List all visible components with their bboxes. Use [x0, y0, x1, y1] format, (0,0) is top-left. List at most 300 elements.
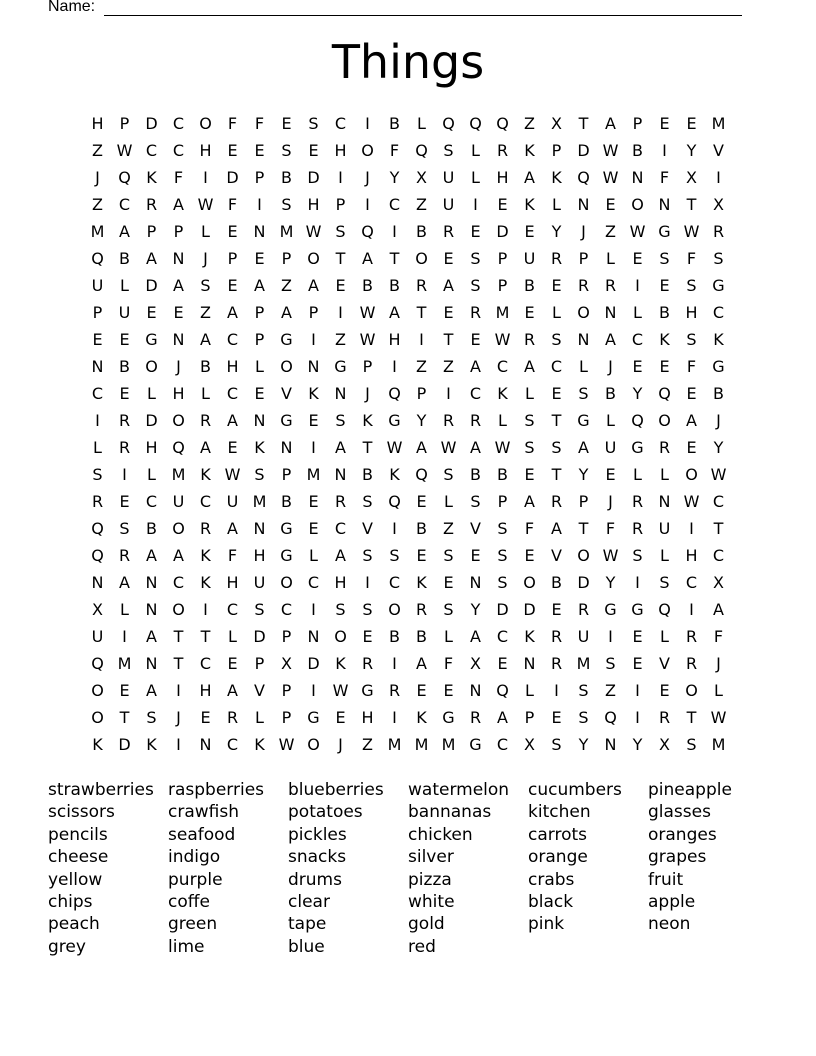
- grid-letter[interactable]: W: [710, 465, 727, 484]
- grid-letter[interactable]: Q: [631, 411, 644, 430]
- grid-letter[interactable]: I: [392, 222, 397, 241]
- grid-letter[interactable]: I: [203, 168, 208, 187]
- grid-letter[interactable]: N: [469, 681, 482, 700]
- grid-letter[interactable]: R: [469, 303, 482, 322]
- grid-letter[interactable]: P: [281, 465, 292, 484]
- grid-letter[interactable]: H: [199, 681, 212, 700]
- grid-letter[interactable]: S: [578, 681, 589, 700]
- grid-letter[interactable]: A: [146, 681, 157, 700]
- grid-letter[interactable]: C: [226, 384, 239, 403]
- grid-letter[interactable]: O: [199, 114, 212, 133]
- grid-letter[interactable]: J: [608, 357, 613, 376]
- grid-letter[interactable]: W: [710, 708, 727, 727]
- grid-letter[interactable]: K: [389, 465, 400, 484]
- grid-letter[interactable]: A: [227, 411, 238, 430]
- grid-letter[interactable]: B: [119, 249, 130, 268]
- grid-letter[interactable]: C: [685, 573, 698, 592]
- grid-letter[interactable]: D: [577, 573, 590, 592]
- grid-letter[interactable]: E: [254, 141, 265, 160]
- grid-letter[interactable]: W: [332, 681, 349, 700]
- grid-letter[interactable]: A: [335, 546, 346, 565]
- grid-letter[interactable]: P: [308, 303, 319, 322]
- grid-letter[interactable]: C: [496, 357, 509, 376]
- grid-letter[interactable]: T: [335, 249, 346, 268]
- grid-letter[interactable]: A: [470, 438, 481, 457]
- grid-letter[interactable]: X: [92, 600, 103, 619]
- grid-letter[interactable]: E: [200, 708, 211, 727]
- grid-letter[interactable]: Y: [713, 438, 724, 457]
- grid-letter[interactable]: N: [172, 249, 185, 268]
- grid-letter[interactable]: G: [631, 600, 644, 619]
- grid-letter[interactable]: Q: [91, 249, 104, 268]
- grid-letter[interactable]: E: [551, 384, 562, 403]
- grid-letter[interactable]: O: [334, 627, 347, 646]
- grid-letter[interactable]: S: [335, 600, 346, 619]
- grid-letter[interactable]: U: [91, 276, 104, 295]
- grid-letter[interactable]: Z: [443, 519, 454, 538]
- grid-letter[interactable]: Z: [92, 141, 103, 160]
- grid-letter[interactable]: N: [253, 519, 266, 538]
- grid-letter[interactable]: K: [416, 573, 427, 592]
- grid-letter[interactable]: Q: [577, 168, 590, 187]
- grid-letter[interactable]: E: [443, 681, 454, 700]
- grid-letter[interactable]: I: [392, 708, 397, 727]
- grid-letter[interactable]: J: [203, 249, 208, 268]
- grid-letter[interactable]: D: [145, 114, 158, 133]
- grid-letter[interactable]: I: [635, 276, 640, 295]
- grid-letter[interactable]: R: [199, 519, 212, 538]
- grid-letter[interactable]: S: [713, 249, 724, 268]
- grid-letter[interactable]: F: [254, 114, 265, 133]
- grid-letter[interactable]: X: [551, 114, 562, 133]
- grid-letter[interactable]: S: [254, 600, 265, 619]
- grid-letter[interactable]: S: [659, 249, 670, 268]
- grid-letter[interactable]: R: [118, 438, 131, 457]
- grid-letter[interactable]: S: [443, 546, 454, 565]
- grid-letter[interactable]: G: [712, 357, 725, 376]
- grid-letter[interactable]: H: [334, 141, 347, 160]
- grid-letter[interactable]: L: [147, 465, 156, 484]
- grid-letter[interactable]: M: [711, 735, 726, 754]
- grid-letter[interactable]: T: [362, 438, 373, 457]
- grid-letter[interactable]: Z: [200, 303, 211, 322]
- grid-letter[interactable]: E: [335, 708, 346, 727]
- grid-letter[interactable]: K: [524, 195, 535, 214]
- grid-letter[interactable]: E: [524, 546, 535, 565]
- grid-letter[interactable]: A: [173, 195, 184, 214]
- grid-letter[interactable]: T: [443, 330, 454, 349]
- grid-letter[interactable]: P: [578, 249, 589, 268]
- grid-letter[interactable]: O: [91, 708, 104, 727]
- grid-letter[interactable]: R: [685, 627, 698, 646]
- grid-letter[interactable]: E: [308, 141, 319, 160]
- grid-letter[interactable]: F: [389, 141, 400, 160]
- grid-letter[interactable]: K: [254, 735, 265, 754]
- grid-letter[interactable]: C: [334, 519, 347, 538]
- grid-letter[interactable]: D: [523, 600, 536, 619]
- grid-letter[interactable]: W: [224, 465, 241, 484]
- grid-letter[interactable]: S: [686, 330, 697, 349]
- grid-letter[interactable]: K: [551, 168, 562, 187]
- grid-letter[interactable]: O: [361, 141, 374, 160]
- grid-letter[interactable]: O: [523, 573, 536, 592]
- grid-letter[interactable]: R: [685, 654, 698, 673]
- grid-letter[interactable]: Z: [524, 114, 535, 133]
- grid-letter[interactable]: S: [605, 654, 616, 673]
- grid-letter[interactable]: E: [632, 654, 643, 673]
- grid-letter[interactable]: D: [118, 735, 131, 754]
- grid-letter[interactable]: F: [713, 627, 724, 646]
- grid-letter[interactable]: I: [419, 330, 424, 349]
- grid-letter[interactable]: A: [146, 627, 157, 646]
- grid-letter[interactable]: S: [497, 519, 508, 538]
- grid-letter[interactable]: J: [365, 384, 370, 403]
- grid-letter[interactable]: I: [176, 735, 181, 754]
- grid-letter[interactable]: S: [686, 276, 697, 295]
- grid-letter[interactable]: N: [307, 357, 320, 376]
- grid-letter[interactable]: H: [145, 438, 158, 457]
- grid-letter[interactable]: C: [199, 492, 212, 511]
- grid-letter[interactable]: V: [362, 519, 373, 538]
- grid-letter[interactable]: E: [416, 492, 427, 511]
- grid-letter[interactable]: G: [280, 330, 293, 349]
- grid-letter[interactable]: W: [359, 330, 376, 349]
- grid-letter[interactable]: C: [226, 735, 239, 754]
- grid-letter[interactable]: T: [686, 708, 697, 727]
- grid-letter[interactable]: E: [632, 357, 643, 376]
- grid-letter[interactable]: I: [446, 384, 451, 403]
- grid-letter[interactable]: R: [361, 654, 374, 673]
- grid-letter[interactable]: I: [122, 465, 127, 484]
- grid-letter[interactable]: H: [685, 303, 698, 322]
- grid-letter[interactable]: E: [416, 546, 427, 565]
- grid-letter[interactable]: D: [307, 168, 320, 187]
- grid-letter[interactable]: H: [199, 141, 212, 160]
- grid-letter[interactable]: E: [659, 114, 670, 133]
- grid-letter[interactable]: W: [386, 438, 403, 457]
- grid-letter[interactable]: E: [632, 627, 643, 646]
- grid-letter[interactable]: K: [416, 708, 427, 727]
- grid-letter[interactable]: O: [307, 735, 320, 754]
- grid-letter[interactable]: N: [469, 573, 482, 592]
- grid-letter[interactable]: S: [335, 222, 346, 241]
- grid-letter[interactable]: P: [146, 222, 157, 241]
- grid-letter[interactable]: W: [440, 438, 457, 457]
- grid-letter[interactable]: O: [172, 600, 185, 619]
- grid-letter[interactable]: C: [334, 114, 347, 133]
- grid-letter[interactable]: C: [172, 573, 185, 592]
- grid-letter[interactable]: Q: [415, 465, 428, 484]
- grid-letter[interactable]: L: [525, 681, 534, 700]
- grid-letter[interactable]: A: [146, 249, 157, 268]
- grid-letter[interactable]: R: [226, 708, 239, 727]
- grid-letter[interactable]: P: [416, 384, 427, 403]
- grid-letter[interactable]: M: [306, 465, 321, 484]
- grid-letter[interactable]: I: [311, 438, 316, 457]
- grid-letter[interactable]: K: [524, 627, 535, 646]
- grid-letter[interactable]: R: [658, 438, 671, 457]
- grid-letter[interactable]: P: [119, 114, 130, 133]
- grid-letter[interactable]: L: [606, 411, 615, 430]
- grid-letter[interactable]: E: [119, 492, 130, 511]
- grid-letter[interactable]: S: [362, 492, 373, 511]
- grid-letter[interactable]: A: [497, 708, 508, 727]
- grid-letter[interactable]: N: [604, 303, 617, 322]
- grid-letter[interactable]: E: [497, 195, 508, 214]
- grid-letter[interactable]: Q: [658, 384, 671, 403]
- grid-letter[interactable]: N: [145, 654, 158, 673]
- grid-letter[interactable]: Q: [658, 600, 671, 619]
- grid-letter[interactable]: L: [309, 546, 318, 565]
- grid-letter[interactable]: F: [227, 546, 238, 565]
- grid-letter[interactable]: L: [471, 168, 480, 187]
- grid-letter[interactable]: R: [442, 222, 455, 241]
- grid-letter[interactable]: Q: [388, 384, 401, 403]
- grid-letter[interactable]: G: [469, 735, 482, 754]
- grid-letter[interactable]: P: [497, 492, 508, 511]
- grid-letter[interactable]: L: [633, 465, 642, 484]
- grid-letter[interactable]: O: [631, 195, 644, 214]
- grid-letter[interactable]: I: [122, 627, 127, 646]
- grid-letter[interactable]: S: [632, 546, 643, 565]
- grid-letter[interactable]: M: [414, 735, 429, 754]
- grid-letter[interactable]: X: [524, 735, 535, 754]
- grid-letter[interactable]: S: [497, 573, 508, 592]
- grid-letter[interactable]: T: [713, 519, 724, 538]
- grid-letter[interactable]: A: [173, 276, 184, 295]
- grid-letter[interactable]: J: [176, 357, 181, 376]
- grid-letter[interactable]: D: [577, 141, 590, 160]
- grid-letter[interactable]: Q: [604, 708, 617, 727]
- grid-letter[interactable]: L: [255, 357, 264, 376]
- grid-letter[interactable]: E: [119, 681, 130, 700]
- grid-letter[interactable]: P: [281, 627, 292, 646]
- grid-letter[interactable]: R: [712, 222, 725, 241]
- grid-letter[interactable]: S: [281, 195, 292, 214]
- grid-letter[interactable]: V: [281, 384, 292, 403]
- grid-letter[interactable]: E: [416, 681, 427, 700]
- grid-letter[interactable]: A: [308, 276, 319, 295]
- grid-letter[interactable]: I: [608, 627, 613, 646]
- grid-letter[interactable]: K: [146, 168, 157, 187]
- grid-letter[interactable]: P: [497, 276, 508, 295]
- grid-letter[interactable]: E: [362, 627, 373, 646]
- grid-letter[interactable]: A: [524, 492, 535, 511]
- grid-letter[interactable]: R: [118, 411, 131, 430]
- grid-letter[interactable]: U: [523, 249, 536, 268]
- grid-letter[interactable]: T: [389, 249, 400, 268]
- grid-letter[interactable]: S: [578, 384, 589, 403]
- grid-letter[interactable]: S: [578, 708, 589, 727]
- grid-letter[interactable]: B: [389, 276, 400, 295]
- grid-letter[interactable]: C: [172, 141, 185, 160]
- grid-letter[interactable]: E: [524, 222, 535, 241]
- grid-letter[interactable]: I: [203, 600, 208, 619]
- grid-letter[interactable]: Q: [469, 114, 482, 133]
- grid-letter[interactable]: P: [92, 303, 103, 322]
- grid-letter[interactable]: T: [119, 708, 130, 727]
- grid-letter[interactable]: C: [469, 384, 482, 403]
- grid-letter[interactable]: E: [443, 249, 454, 268]
- grid-letter[interactable]: P: [254, 168, 265, 187]
- grid-letter[interactable]: E: [227, 438, 238, 457]
- grid-letter[interactable]: A: [605, 114, 616, 133]
- grid-letter[interactable]: A: [200, 438, 211, 457]
- grid-letter[interactable]: N: [577, 330, 590, 349]
- grid-letter[interactable]: Z: [416, 357, 427, 376]
- grid-letter[interactable]: J: [608, 492, 613, 511]
- grid-letter[interactable]: O: [685, 681, 698, 700]
- grid-letter[interactable]: G: [658, 222, 671, 241]
- grid-letter[interactable]: E: [470, 546, 481, 565]
- grid-letter[interactable]: P: [281, 708, 292, 727]
- grid-letter[interactable]: F: [605, 519, 616, 538]
- grid-letter[interactable]: B: [713, 384, 724, 403]
- grid-letter[interactable]: A: [362, 249, 373, 268]
- grid-letter[interactable]: Z: [92, 195, 103, 214]
- grid-letter[interactable]: P: [254, 654, 265, 673]
- grid-letter[interactable]: T: [551, 465, 562, 484]
- grid-letter[interactable]: M: [252, 492, 267, 511]
- grid-letter[interactable]: E: [686, 438, 697, 457]
- grid-letter[interactable]: D: [496, 600, 509, 619]
- grid-letter[interactable]: G: [361, 681, 374, 700]
- grid-letter[interactable]: P: [497, 249, 508, 268]
- grid-letter[interactable]: B: [497, 465, 508, 484]
- grid-letter[interactable]: N: [658, 195, 671, 214]
- grid-letter[interactable]: L: [120, 600, 129, 619]
- grid-letter[interactable]: I: [95, 411, 100, 430]
- grid-letter[interactable]: E: [605, 195, 616, 214]
- grid-letter[interactable]: Q: [91, 654, 104, 673]
- grid-letter[interactable]: I: [392, 519, 397, 538]
- grid-letter[interactable]: Q: [118, 168, 131, 187]
- grid-letter[interactable]: V: [713, 141, 724, 160]
- grid-letter[interactable]: L: [660, 465, 669, 484]
- grid-letter[interactable]: X: [281, 654, 292, 673]
- grid-letter[interactable]: E: [659, 357, 670, 376]
- grid-letter[interactable]: K: [362, 411, 373, 430]
- grid-letter[interactable]: F: [659, 168, 670, 187]
- grid-letter[interactable]: T: [686, 195, 697, 214]
- grid-letter[interactable]: O: [685, 465, 698, 484]
- grid-letter[interactable]: I: [338, 303, 343, 322]
- grid-letter[interactable]: W: [494, 438, 511, 457]
- grid-letter[interactable]: A: [227, 303, 238, 322]
- grid-letter[interactable]: A: [524, 357, 535, 376]
- grid-letter[interactable]: C: [172, 114, 185, 133]
- grid-letter[interactable]: S: [146, 708, 157, 727]
- grid-letter[interactable]: P: [335, 195, 346, 214]
- grid-letter[interactable]: L: [660, 546, 669, 565]
- grid-letter[interactable]: E: [659, 681, 670, 700]
- grid-letter[interactable]: I: [311, 600, 316, 619]
- grid-letter[interactable]: C: [199, 654, 212, 673]
- grid-letter[interactable]: U: [442, 168, 455, 187]
- grid-letter[interactable]: C: [307, 573, 320, 592]
- grid-letter[interactable]: T: [578, 519, 589, 538]
- grid-letter[interactable]: S: [686, 735, 697, 754]
- grid-letter[interactable]: R: [550, 492, 563, 511]
- grid-letter[interactable]: W: [278, 735, 295, 754]
- grid-letter[interactable]: L: [579, 357, 588, 376]
- grid-letter[interactable]: G: [145, 330, 158, 349]
- grid-letter[interactable]: B: [632, 141, 643, 160]
- grid-letter[interactable]: K: [92, 735, 103, 754]
- grid-letter[interactable]: A: [227, 519, 238, 538]
- grid-letter[interactable]: E: [146, 303, 157, 322]
- grid-letter[interactable]: A: [443, 276, 454, 295]
- grid-letter[interactable]: T: [551, 411, 562, 430]
- grid-letter[interactable]: E: [632, 249, 643, 268]
- grid-letter[interactable]: J: [365, 168, 370, 187]
- grid-letter[interactable]: S: [389, 546, 400, 565]
- grid-letter[interactable]: M: [441, 735, 456, 754]
- grid-letter[interactable]: M: [387, 735, 402, 754]
- grid-letter[interactable]: Y: [632, 384, 643, 403]
- grid-letter[interactable]: L: [417, 114, 426, 133]
- grid-letter[interactable]: P: [578, 492, 589, 511]
- grid-letter[interactable]: O: [577, 546, 590, 565]
- grid-letter[interactable]: G: [712, 276, 725, 295]
- grid-letter[interactable]: O: [172, 519, 185, 538]
- grid-letter[interactable]: E: [470, 222, 481, 241]
- grid-letter[interactable]: N: [145, 573, 158, 592]
- grid-letter[interactable]: U: [172, 492, 185, 511]
- grid-letter[interactable]: C: [496, 735, 509, 754]
- grid-letter[interactable]: F: [686, 249, 697, 268]
- grid-letter[interactable]: O: [172, 411, 185, 430]
- grid-letter[interactable]: C: [388, 195, 401, 214]
- grid-letter[interactable]: U: [658, 519, 671, 538]
- grid-letter[interactable]: D: [226, 168, 239, 187]
- grid-letter[interactable]: V: [254, 681, 265, 700]
- grid-letter[interactable]: P: [551, 141, 562, 160]
- grid-letter[interactable]: K: [524, 141, 535, 160]
- grid-letter[interactable]: M: [495, 303, 510, 322]
- grid-letter[interactable]: B: [416, 519, 427, 538]
- grid-letter[interactable]: A: [416, 654, 427, 673]
- grid-letter[interactable]: H: [388, 330, 401, 349]
- grid-letter[interactable]: N: [253, 222, 266, 241]
- grid-letter[interactable]: I: [662, 141, 667, 160]
- grid-letter[interactable]: B: [605, 384, 616, 403]
- grid-letter[interactable]: B: [362, 465, 373, 484]
- grid-letter[interactable]: I: [635, 708, 640, 727]
- grid-letter[interactable]: H: [334, 573, 347, 592]
- grid-letter[interactable]: E: [308, 519, 319, 538]
- grid-letter[interactable]: G: [388, 411, 401, 430]
- grid-letter[interactable]: S: [200, 276, 211, 295]
- grid-letter[interactable]: B: [470, 465, 481, 484]
- grid-letter[interactable]: O: [91, 681, 104, 700]
- grid-letter[interactable]: H: [226, 357, 239, 376]
- grid-letter[interactable]: M: [171, 465, 186, 484]
- grid-letter[interactable]: B: [551, 573, 562, 592]
- grid-letter[interactable]: L: [147, 384, 156, 403]
- grid-letter[interactable]: D: [145, 411, 158, 430]
- grid-letter[interactable]: S: [362, 546, 373, 565]
- grid-letter[interactable]: S: [254, 465, 265, 484]
- grid-letter[interactable]: O: [577, 303, 590, 322]
- grid-letter[interactable]: Q: [442, 114, 455, 133]
- grid-letter[interactable]: A: [578, 438, 589, 457]
- grid-letter[interactable]: R: [415, 276, 428, 295]
- grid-letter[interactable]: I: [365, 195, 370, 214]
- grid-letter[interactable]: N: [658, 492, 671, 511]
- grid-letter[interactable]: Z: [605, 222, 616, 241]
- grid-letter[interactable]: N: [523, 654, 536, 673]
